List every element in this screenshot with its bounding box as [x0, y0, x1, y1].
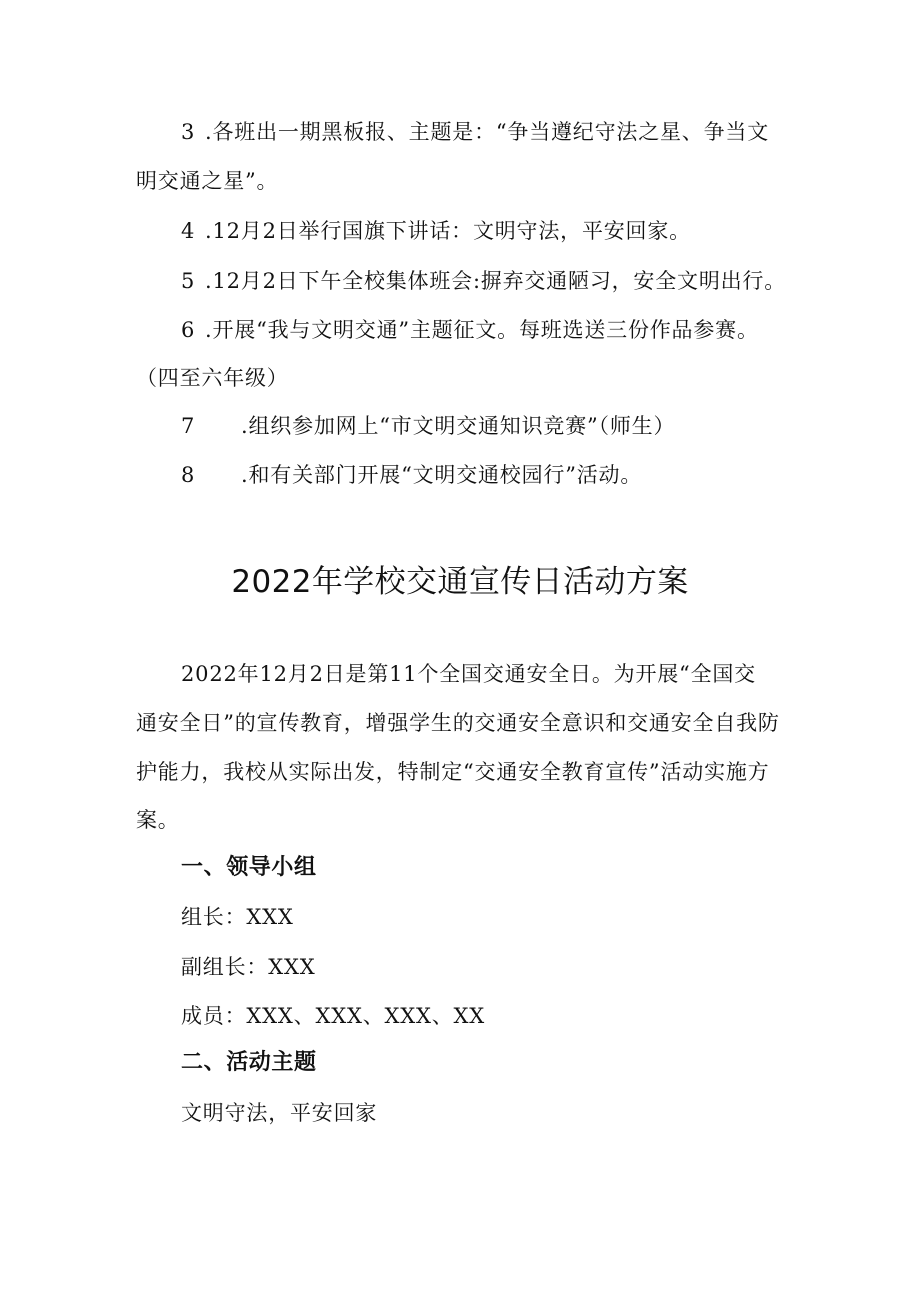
section-heading-activity-theme: 二、活动主题 [181, 1050, 317, 1075]
list-item-7-text: .组织参加网上“市文明交通知识竞赛”（师生） [241, 414, 676, 438]
list-item-6-number: 6 [181, 318, 196, 342]
document-title: 2022年学校交通宣传日活动方案 [231, 564, 689, 600]
intro-paragraph-line4: 案。 [136, 808, 180, 832]
list-item-4-number: 4 [181, 219, 196, 243]
list-item-4-text: .12月2日举行国旗下讲话：文明守法，平安回家。 [205, 219, 691, 243]
list-item-7 [181, 412, 675, 440]
list-item-3-number: 3 [181, 120, 196, 144]
group-leader-line: 组长：XXX [181, 905, 294, 929]
list-item-5-number: 5 [181, 269, 196, 293]
list-item-6 [181, 316, 759, 344]
list-item-5-text: .12月2日下午全校集体班会:摒弃交通陋习，安全文明出行。 [205, 269, 787, 293]
list-item-7-number: 7 [181, 414, 196, 438]
list-item-4 [181, 217, 691, 245]
deputy-leader-line: 副组长：XXX [181, 955, 316, 979]
list-item-6-text-line2: （四至六年级） [136, 366, 289, 390]
intro-paragraph-line3: 护能力，我校从实际出发，特制定“交通安全教育宣传”活动实施方 [136, 760, 770, 784]
list-item-8 [181, 461, 642, 489]
list-item-5 [181, 267, 786, 295]
section-heading-leadership-group: 一、领导小组 [181, 855, 317, 880]
list-item-8-number: 8 [181, 463, 196, 487]
intro-paragraph-line1: 2022年12月2日是第11个全国交通安全日。为开展“全国交 [181, 662, 756, 686]
list-item-3-text-line2: 明交通之星”。 [136, 169, 279, 193]
list-item-6-text-line1: .开展“我与文明交通”主题征文。每班选送三份作品参赛。 [205, 318, 759, 342]
members-line: 成员：XXX、XXX、XXX、XX [181, 1004, 486, 1028]
intro-paragraph-line2: 通安全日”的宣传教育，增强学生的交通安全意识和交通安全自我防 [136, 711, 780, 735]
list-item-3 [181, 118, 769, 146]
list-item-3-text-line1: .各班出一期黑板报、主题是：“争当遵纪守法之星、争当文 [205, 120, 770, 144]
activity-theme-text: 文明守法，平安回家 [181, 1101, 378, 1125]
list-item-8-text: .和有关部门开展“文明交通校园行”活动。 [241, 463, 643, 487]
